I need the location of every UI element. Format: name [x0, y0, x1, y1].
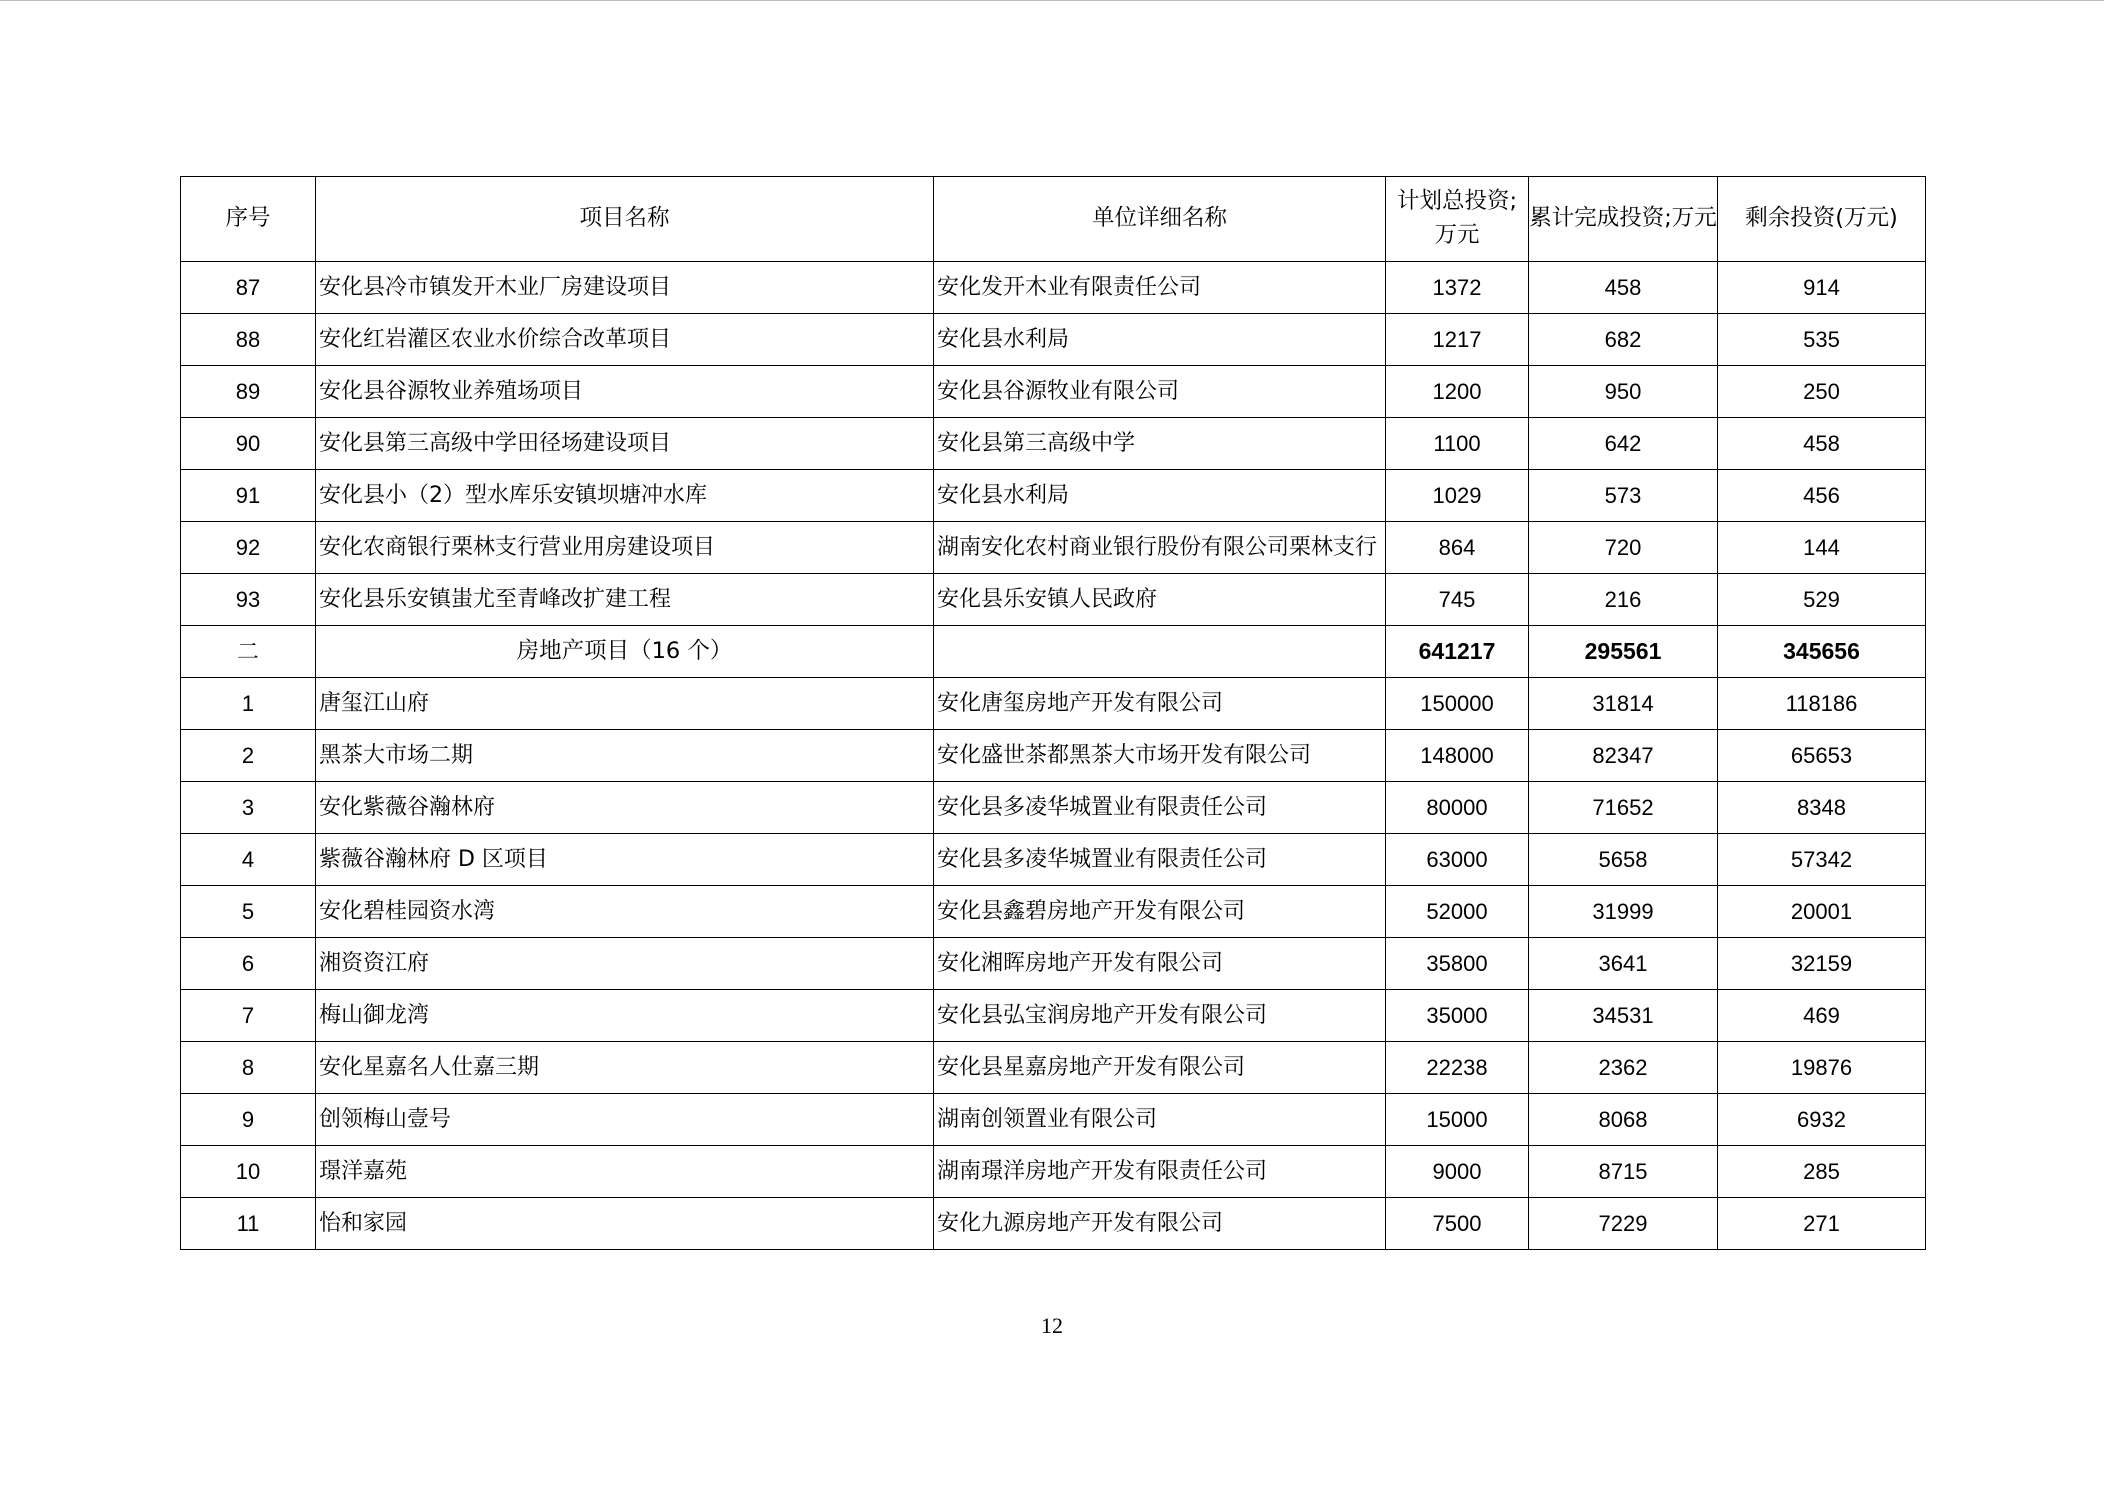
cell-planned-investment: 1100 — [1386, 418, 1529, 470]
cell-unit-name: 安化湘晖房地产开发有限公司 — [934, 938, 1386, 990]
cell-serial-number: 5 — [181, 886, 316, 938]
header-project-name: 项目名称 — [316, 177, 934, 262]
cell-project-name: 安化紫薇谷瀚林府 — [316, 782, 934, 834]
cell-remaining-investment: 19876 — [1718, 1042, 1926, 1094]
cell-serial-number: 92 — [181, 522, 316, 574]
table-row — [181, 834, 1926, 886]
cell-completed-investment: 8715 — [1529, 1146, 1718, 1198]
table-row — [181, 1198, 1926, 1250]
section-title: 房地产项目（16 个） — [316, 626, 934, 678]
cell-unit-name: 安化县第三高级中学 — [934, 418, 1386, 470]
cell-remaining-investment: 529 — [1718, 574, 1926, 626]
cell-completed-investment: 7229 — [1529, 1198, 1718, 1250]
table-row — [181, 1094, 1926, 1146]
cell-unit-name: 安化县多凌华城置业有限责任公司 — [934, 782, 1386, 834]
cell-remaining-investment: 118186 — [1718, 678, 1926, 730]
header-unit-name: 单位详细名称 — [934, 177, 1386, 262]
cell-remaining-investment: 57342 — [1718, 834, 1926, 886]
cell-serial-number: 4 — [181, 834, 316, 886]
cell-unit-name: 安化县水利局 — [934, 314, 1386, 366]
cell-planned-investment: 35000 — [1386, 990, 1529, 1042]
cell-serial-number: 8 — [181, 1042, 316, 1094]
cell-unit-name: 安化盛世茶都黑茶大市场开发有限公司 — [934, 730, 1386, 782]
cell-completed-investment: 950 — [1529, 366, 1718, 418]
cell-unit-name: 安化县鑫碧房地产开发有限公司 — [934, 886, 1386, 938]
cell-remaining-investment: 250 — [1718, 366, 1926, 418]
cell-remaining-investment: 6932 — [1718, 1094, 1926, 1146]
cell-serial-number: 91 — [181, 470, 316, 522]
table-row — [181, 314, 1926, 366]
cell-project-name: 璟洋嘉苑 — [316, 1146, 934, 1198]
table-row — [181, 1042, 1926, 1094]
cell-remaining-investment: 65653 — [1718, 730, 1926, 782]
cell-project-name: 唐玺江山府 — [316, 678, 934, 730]
cell-project-name: 安化县谷源牧业养殖场项目 — [316, 366, 934, 418]
cell-completed-investment: 682 — [1529, 314, 1718, 366]
cell-remaining-investment: 144 — [1718, 522, 1926, 574]
cell-project-name: 紫薇谷瀚林府 D 区项目 — [316, 834, 934, 886]
cell-unit-name: 安化县水利局 — [934, 470, 1386, 522]
cell-serial-number: 3 — [181, 782, 316, 834]
section-completed-total: 295561 — [1529, 626, 1718, 678]
cell-unit-name: 安化发开木业有限责任公司 — [934, 262, 1386, 314]
cell-planned-investment: 15000 — [1386, 1094, 1529, 1146]
investment-table — [180, 176, 1926, 1250]
cell-unit-name: 安化县谷源牧业有限公司 — [934, 366, 1386, 418]
table-row — [181, 938, 1926, 990]
table-row — [181, 886, 1926, 938]
cell-unit-name: 安化县多凌华城置业有限责任公司 — [934, 834, 1386, 886]
cell-planned-investment: 35800 — [1386, 938, 1529, 990]
cell-serial-number: 9 — [181, 1094, 316, 1146]
cell-planned-investment: 63000 — [1386, 834, 1529, 886]
cell-serial-number: 90 — [181, 418, 316, 470]
cell-serial-number: 11 — [181, 1198, 316, 1250]
cell-project-name: 安化县第三高级中学田径场建设项目 — [316, 418, 934, 470]
header-completed-investment: 累计完成投资;万元 — [1529, 177, 1718, 262]
cell-unit-name: 安化县弘宝润房地产开发有限公司 — [934, 990, 1386, 1042]
table-row — [181, 262, 1926, 314]
cell-serial-number: 1 — [181, 678, 316, 730]
cell-project-name: 安化农商银行栗林支行营业用房建设项目 — [316, 522, 934, 574]
cell-serial-number: 88 — [181, 314, 316, 366]
cell-unit-name: 安化县乐安镇人民政府 — [934, 574, 1386, 626]
cell-planned-investment: 52000 — [1386, 886, 1529, 938]
cell-serial-number: 87 — [181, 262, 316, 314]
table-row — [181, 990, 1926, 1042]
page-top-border — [0, 0, 2104, 1]
cell-project-name: 安化县冷市镇发开木业厂房建设项目 — [316, 262, 934, 314]
cell-planned-investment: 1200 — [1386, 366, 1529, 418]
table-section-body — [181, 626, 1926, 678]
cell-remaining-investment: 8348 — [1718, 782, 1926, 834]
cell-planned-investment: 22238 — [1386, 1042, 1529, 1094]
cell-completed-investment: 720 — [1529, 522, 1718, 574]
cell-serial-number: 93 — [181, 574, 316, 626]
cell-planned-investment: 864 — [1386, 522, 1529, 574]
cell-completed-investment: 34531 — [1529, 990, 1718, 1042]
cell-completed-investment: 31814 — [1529, 678, 1718, 730]
cell-project-name: 安化星嘉名人仕嘉三期 — [316, 1042, 934, 1094]
cell-project-name: 安化县乐安镇蚩尤至青峰改扩建工程 — [316, 574, 934, 626]
cell-project-name: 湘资资江府 — [316, 938, 934, 990]
table-header-row — [181, 177, 1926, 262]
table-body-after-section — [181, 678, 1926, 1250]
cell-completed-investment: 5658 — [1529, 834, 1718, 886]
header-remaining-investment: 剩余投资(万元) — [1718, 177, 1926, 262]
cell-unit-name: 安化九源房地产开发有限公司 — [934, 1198, 1386, 1250]
table-row — [181, 574, 1926, 626]
table-row — [181, 522, 1926, 574]
section-unit — [934, 626, 1386, 678]
cell-project-name: 怡和家园 — [316, 1198, 934, 1250]
cell-planned-investment: 7500 — [1386, 1198, 1529, 1250]
cell-completed-investment: 216 — [1529, 574, 1718, 626]
cell-serial-number: 89 — [181, 366, 316, 418]
table-row — [181, 1146, 1926, 1198]
cell-serial-number: 7 — [181, 990, 316, 1042]
cell-remaining-investment: 285 — [1718, 1146, 1926, 1198]
cell-planned-investment: 745 — [1386, 574, 1529, 626]
cell-project-name: 梅山御龙湾 — [316, 990, 934, 1042]
cell-completed-investment: 31999 — [1529, 886, 1718, 938]
cell-remaining-investment: 456 — [1718, 470, 1926, 522]
cell-planned-investment: 150000 — [1386, 678, 1529, 730]
cell-unit-name: 湖南璟洋房地产开发有限责任公司 — [934, 1146, 1386, 1198]
cell-remaining-investment: 271 — [1718, 1198, 1926, 1250]
page-number: 12 — [1041, 1313, 1063, 1338]
header-planned-investment: 计划总投资;万元 — [1386, 177, 1529, 262]
cell-planned-investment: 1372 — [1386, 262, 1529, 314]
section-planned-total: 641217 — [1386, 626, 1529, 678]
cell-remaining-investment: 469 — [1718, 990, 1926, 1042]
cell-completed-investment: 71652 — [1529, 782, 1718, 834]
table-row — [181, 470, 1926, 522]
cell-planned-investment: 1217 — [1386, 314, 1529, 366]
cell-remaining-investment: 20001 — [1718, 886, 1926, 938]
cell-remaining-investment: 914 — [1718, 262, 1926, 314]
cell-unit-name: 安化唐玺房地产开发有限公司 — [934, 678, 1386, 730]
cell-planned-investment: 1029 — [1386, 470, 1529, 522]
table-row — [181, 678, 1926, 730]
cell-project-name: 创领梅山壹号 — [316, 1094, 934, 1146]
header-serial-number: 序号 — [181, 177, 316, 262]
cell-unit-name: 湖南创领置业有限公司 — [934, 1094, 1386, 1146]
table-row — [181, 366, 1926, 418]
cell-serial-number: 10 — [181, 1146, 316, 1198]
cell-project-name: 安化红岩灌区农业水价综合改革项目 — [316, 314, 934, 366]
cell-completed-investment: 82347 — [1529, 730, 1718, 782]
cell-unit-name: 湖南安化农村商业银行股份有限公司栗林支行 — [934, 522, 1386, 574]
cell-completed-investment: 2362 — [1529, 1042, 1718, 1094]
cell-remaining-investment: 458 — [1718, 418, 1926, 470]
cell-serial-number: 6 — [181, 938, 316, 990]
cell-project-name: 安化县小（2）型水库乐安镇坝塘冲水库 — [316, 470, 934, 522]
cell-completed-investment: 642 — [1529, 418, 1718, 470]
section-remaining-total: 345656 — [1718, 626, 1926, 678]
section-row — [181, 626, 1926, 678]
section-number: 二 — [181, 626, 316, 678]
cell-serial-number: 2 — [181, 730, 316, 782]
cell-remaining-investment: 32159 — [1718, 938, 1926, 990]
table-row — [181, 782, 1926, 834]
cell-planned-investment: 80000 — [1386, 782, 1529, 834]
cell-completed-investment: 3641 — [1529, 938, 1718, 990]
table-row — [181, 418, 1926, 470]
cell-completed-investment: 573 — [1529, 470, 1718, 522]
cell-planned-investment: 148000 — [1386, 730, 1529, 782]
cell-project-name: 黑茶大市场二期 — [316, 730, 934, 782]
cell-remaining-investment: 535 — [1718, 314, 1926, 366]
table-row — [181, 730, 1926, 782]
cell-project-name: 安化碧桂园资水湾 — [316, 886, 934, 938]
table-body-before-section — [181, 262, 1926, 626]
cell-completed-investment: 458 — [1529, 262, 1718, 314]
cell-unit-name: 安化县星嘉房地产开发有限公司 — [934, 1042, 1386, 1094]
cell-planned-investment: 9000 — [1386, 1146, 1529, 1198]
cell-completed-investment: 8068 — [1529, 1094, 1718, 1146]
